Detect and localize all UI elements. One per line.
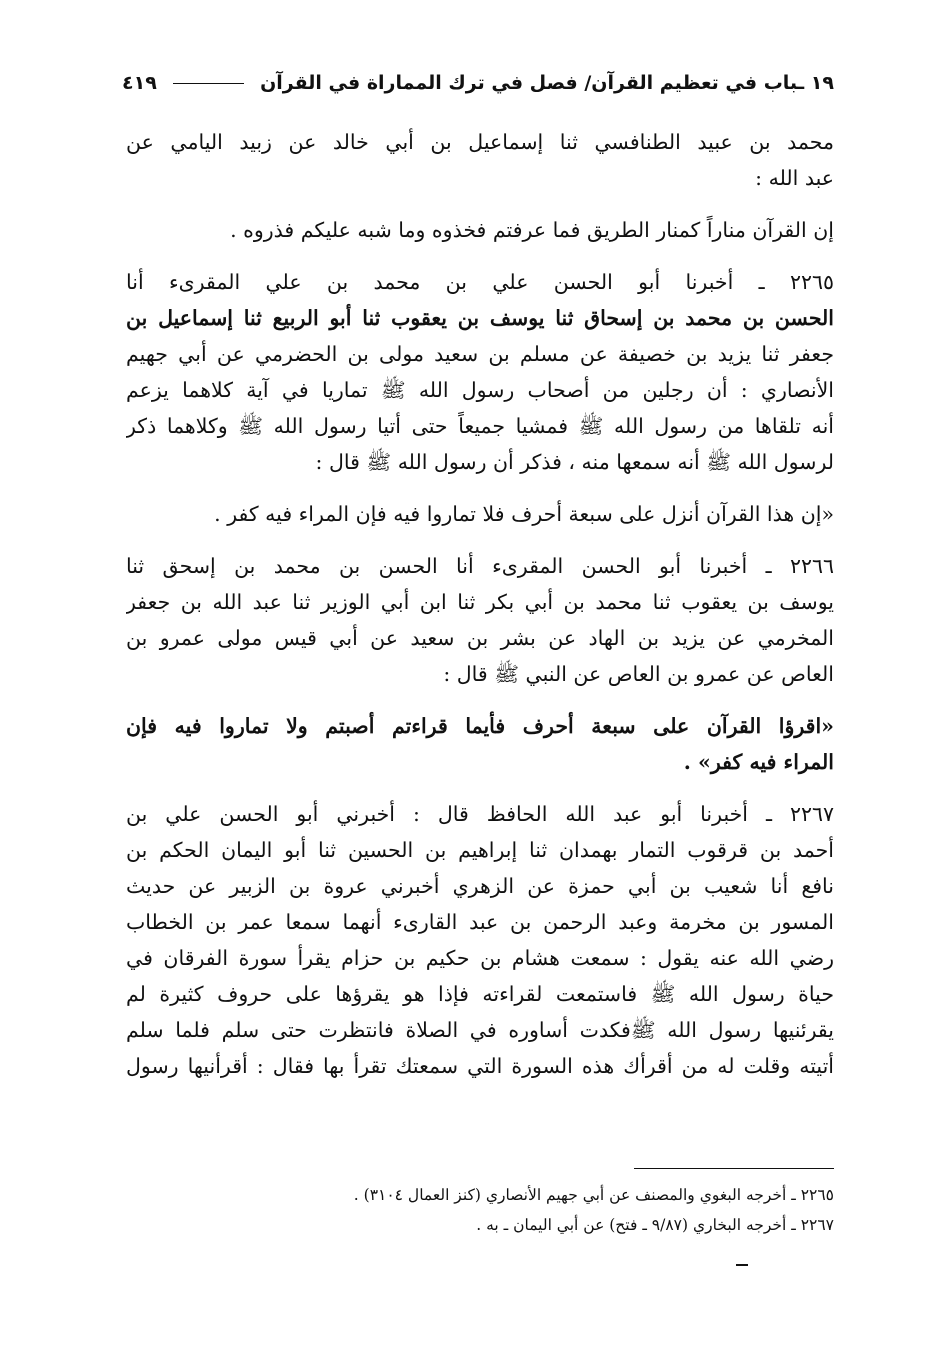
text-line: أنه تلقاها من رسول الله ﷺ فمشيا جميعاً حتى أتيا رسول الله ﷺ وكلاهما ذكر xyxy=(126,414,834,438)
paragraph-gap xyxy=(126,248,834,264)
text-line: الأنصاري : أن رجلين من أصحاب رسول الله ﷺ تماريا في آية كلاهما يزعم xyxy=(126,378,834,402)
hadith-2266 xyxy=(126,548,834,692)
text-line: إن القرآن مناراً كمنار الطريق فما عرفتم فخذوه وما شبه عليكم فذروه . xyxy=(230,218,834,242)
paragraph-gap xyxy=(126,692,834,708)
text-line: المسور بن مخرمة وعبد الرحمن بن عبد القارىء أنهما سمعا عمر بن الخطاب xyxy=(126,910,834,934)
paragraph-gap xyxy=(126,780,834,796)
quote-paragraph xyxy=(126,708,834,780)
body-text xyxy=(126,124,834,1084)
header-rule xyxy=(173,83,244,84)
text-line: ٢٢٦٧ ـ أخبرنا أبو عبد الله الحافظ قال : أخبرني أبو الحسن علي بن xyxy=(126,802,834,826)
text-line: «اقرؤا القرآن على سبعة أحرف فأيما قراءتم أصبتم ولا تماروا فيه فإن xyxy=(126,714,834,738)
hadith-2267 xyxy=(126,796,834,1084)
text-line: ٢٢٦٥ ـ أخبرنا أبو الحسن علي بن محمد بن علي المقرىء أنا xyxy=(126,270,834,294)
quote-paragraph xyxy=(126,212,834,248)
footnote-rule xyxy=(634,1168,834,1169)
header-title: ١٩ ـباب في تعظيم القرآن/ فصل في ترك المماراة في القرآن xyxy=(260,72,834,94)
page-number: ٤١٩ xyxy=(122,72,157,94)
text-line: محمد بن عبيد الطنافسي ثنا إسماعيل بن أبي خالد عن زبيد اليامي عن xyxy=(126,130,834,154)
text-line: نافع أنا شعيب بن أبي حمزة عن الزهري أخبرني عروة بن الزبير عن حديث xyxy=(126,874,834,898)
text-line: لرسول الله ﷺ أنه سمعها منه ، فذكر أن رسول الله ﷺ قال : xyxy=(315,450,834,474)
text-line: الحسن بن محمد بن إسحاق ثنا يوسف بن يعقوب ثنا أبو الربيع ثنا إسماعيل بن xyxy=(126,306,834,330)
text-line: المراء فيه كفر» . xyxy=(683,750,834,774)
paragraph-continuation xyxy=(126,124,834,196)
text-line: حياة رسول الله ﷺ فاستمعت لقراءته فإذا هو يقرؤها على حروف كثيرة لم xyxy=(126,982,834,1006)
paragraph-gap xyxy=(126,480,834,496)
text-line: أحمد بن قرقوب التمار بهمدان ثنا إبراهيم بن الحسين ثنا أبو اليمان الحكم بن xyxy=(126,838,834,862)
hadith-2265 xyxy=(126,264,834,480)
text-line: المخرمي عن يزيد بن الهاد عن بشر بن سعيد عن أبي قيس مولى عمرو بن xyxy=(126,626,834,650)
quote-paragraph xyxy=(126,496,834,532)
text-line: «إن هذا القرآن أنزل على سبعة أحرف فلا تماروا فيه فإن المراء فيه كفر . xyxy=(214,502,834,526)
footnote-2265: ٢٢٦٥ ـ أخرجه البغوي والمصنف عن أبي جهيم الأنصاري (كنز العمال ٣١٠٤) . xyxy=(353,1186,834,1204)
text-line: رضي الله عنه يقول : سمعت هشام بن حكيم بن حزام يقرأ سورة الفرقان في xyxy=(126,946,834,970)
footnote-2267: ٢٢٦٧ ـ أخرجه البخاري (٩/٨٧ ـ فتح) عن أبي اليمان ـ به . xyxy=(476,1216,834,1234)
text-line: ٢٢٦٦ ـ أخبرنا أبو الحسن المقرىء أنا الحسن بن محمد بن إسحق ثنا xyxy=(126,554,834,578)
text-line: عبد الله : xyxy=(755,166,834,190)
text-line: أتيته وقلت له من أقرأك هذه السورة التي سمعتك تقرأ بها فقال : أقرأنيها رسول xyxy=(126,1054,834,1078)
paragraph-gap xyxy=(126,196,834,212)
footnotes xyxy=(126,1180,834,1240)
paragraph-gap xyxy=(126,532,834,548)
bottom-mark xyxy=(736,1264,748,1266)
running-header xyxy=(122,66,834,100)
text-line: يقرئنيها رسول الله ﷺفكدت أساوره في الصلاة فانتظرت حتى سلم فلما سلم xyxy=(126,1018,834,1042)
text-line: يوسف بن يعقوب ثنا محمد بن أبي بكر ثنا ابن أبي الوزير ثنا عبد الله بن جعفر xyxy=(126,590,834,614)
text-line: جعفر ثنا يزيد بن خصيفة عن مسلم بن سعيد مولى بن الحضرمي عن أبي جهيم xyxy=(126,342,834,366)
text-line: العاص عن عمرو بن العاص عن النبي ﷺ قال : xyxy=(443,662,834,686)
